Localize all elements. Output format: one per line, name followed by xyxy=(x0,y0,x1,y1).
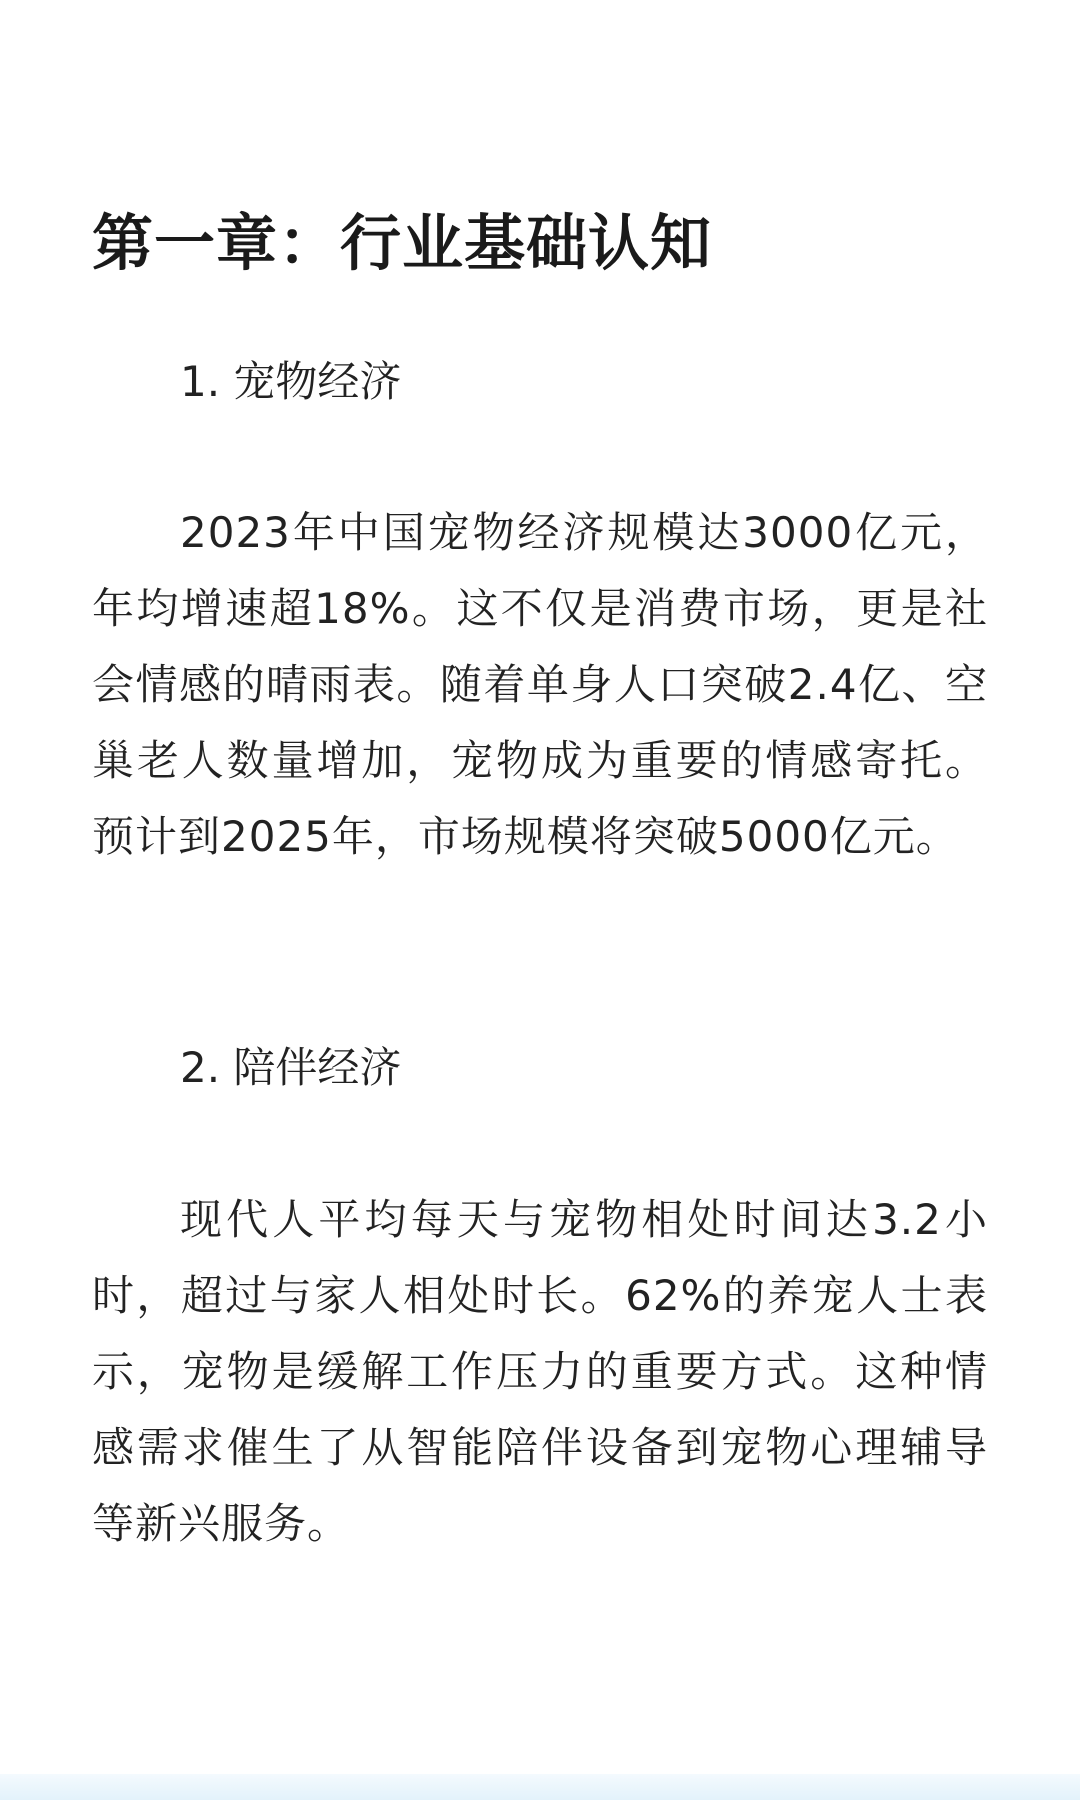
section-paragraph-companionship-economy: 现代人平均每天与宠物相处时间达3.2小时，超过与家人相处时长。62%的养宠人士表示，宠物是缓解工作压力的重要方式。这种情感需求催生了从智能陪伴设备到宠物心理辅导等新兴服务。 xyxy=(92,1195,988,1548)
chapter-title: 第一章：行业基础认知 xyxy=(92,207,713,279)
section-heading-companionship-economy: 2. 陪伴经济 xyxy=(180,1043,402,1092)
section-heading-pet-economy: 1. 宠物经济 xyxy=(180,357,402,406)
section-paragraph-pet-economy: 2023年中国宠物经济规模达3000亿元，年均增速超18%。这不仅是消费市场，更是社会情感的晴雨表。随着单身人口突破2.4亿、空巢老人数量增加，宠物成为重要的情感寄托。预计到2025年，市场规模将突破5000亿元。 xyxy=(92,508,988,861)
bottom-color-band xyxy=(0,1774,1080,1800)
